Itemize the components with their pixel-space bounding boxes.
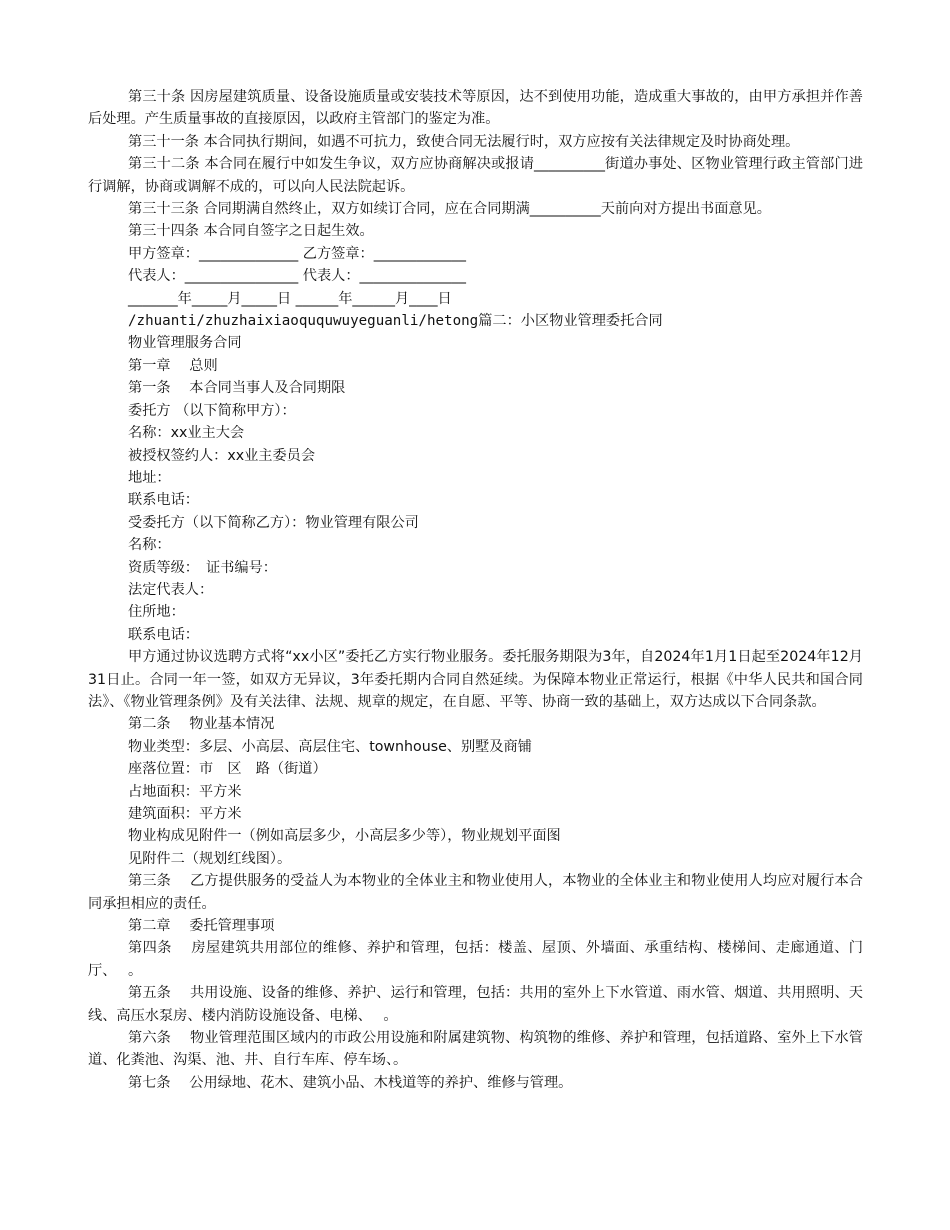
chapter-1-heading: 第一章 总则 [128, 357, 218, 374]
article-4: 第四条 房屋建筑共用部位的维修、养护和管理，包括：楼盖、屋顶、外墙面、承重结构、楼梯间、走廊通道、门厅、 。 [88, 940, 863, 979]
article-7: 第七条 公用绿地、花木、建筑小品、木栈道等的养护、维修与管理。 [128, 1074, 573, 1091]
client-label: 委托方 （以下简称甲方）： [128, 402, 296, 419]
contract-title: 物业管理服务合同 [128, 335, 242, 352]
section-title: 篇二：小区物业管理委托合同 [478, 313, 663, 330]
signature-line: 甲方签章：______________ 乙方签章：_____________ [128, 245, 466, 262]
agent-name: 名称： [128, 537, 171, 554]
agent-label: 受委托方（以下简称乙方）：物业管理有限公司 [128, 514, 419, 531]
client-name: 名称：xx业主大会 [128, 425, 245, 442]
document-page [88, 86, 863, 1094]
chapter-2-heading: 第二章 委托管理事项 [128, 918, 275, 935]
intro-paragraph: 甲方通过协议选聘方式将“xx小区”委托乙方实行物业服务。委托服务期限为3年，自2024年1月1日起至2024年12月31日止。合同一年一签，如双方无异议，3年委托期内合同自然延续。为保障本物业正常运行，根据《中华人民共和国合同法》、《物业管理条例》及有关法律、法规、规章的规定，在自愿、平等、协商一致的基础上，双方达成以下合同条款。 [88, 649, 863, 710]
property-composition: 物业构成见附件一（例如高层多少，小高层多少等），物业规划平面图 [128, 828, 561, 845]
client-signer: 被授权签约人：xx业主委员会 [128, 447, 316, 464]
annex-2: 见附件二（规划红线图）。 [128, 850, 292, 867]
agent-representative: 法定代表人： [128, 581, 214, 598]
article-30: 第三十条 因房屋建筑质量、设备设施质量或安装技术等原因，达不到使用功能，造成重大事故的，由甲方承担并作善后处理。产生质量事故的直接原因，以政府主管部门的鉴定为准。 [88, 89, 863, 128]
representative-line: 代表人：________________ 代表人：_______________ [128, 268, 466, 285]
agent-phone: 联系电话： [128, 626, 199, 643]
agent-address: 住所地： [128, 604, 185, 621]
agent-grade: 资质等级： 证书编号： [128, 559, 277, 576]
url-path: /zhuanti/zhuzhaixiaoququwuyeguanli/hetong [128, 313, 479, 330]
article-34: 第三十四条 本合同自签字之日起生效。 [128, 223, 374, 240]
property-location: 座落位置：市 区 路（街道） [128, 761, 327, 778]
land-area: 占地面积：平方米 [128, 783, 242, 800]
article-6: 第六条 物业管理范围区域内的市政公用设施和附属建筑物、构筑物的维修、养护和管理，包括道路、室外上下水管道、化粪池、沟渠、池、井、自行车库、停车场、。 [88, 1030, 863, 1069]
article-33: 第三十三条 合同期满自然终止，双方如续订合同，应在合同期满__________天前向对方提出书面意见。 [128, 201, 771, 218]
article-2-heading: 第二条 物业基本情况 [128, 716, 275, 733]
client-address: 地址： [128, 469, 171, 486]
article-31: 第三十一条 本合同执行期间，如遇不可抗力，致使合同无法履行时，双方应按有关法律规定及时协商处理。 [128, 133, 800, 150]
section-url-line [88, 310, 863, 332]
date-line: _______年_____月_____日 ______年______月____日 [128, 290, 452, 307]
article-1-heading: 第一条 本合同当事人及合同期限 [128, 380, 346, 397]
article-3: 第三条 乙方提供服务的受益人为本物业的全体业主和物业使用人，本物业的全体业主和物业使用人均应对履行本合同承担相应的责任。 [88, 873, 863, 912]
article-32: 第三十二条 本合同在履行中如发生争议，双方应协商解决或报请__________街道办事处、区物业管理行政主管部门进行调解，协商或调解不成的，可以向人民法院起诉。 [88, 156, 863, 195]
client-phone: 联系电话： [128, 492, 199, 509]
property-type: 物业类型：多层、小高层、高层住宅、townhouse、别墅及商铺 [128, 738, 532, 755]
article-5: 第五条 共用设施、设备的维修、养护、运行和管理，包括：共用的室外上下水管道、雨水管、烟道、共用照明、天线、高压水泵房、楼内消防设施设备、电梯、 。 [88, 985, 863, 1024]
building-area: 建筑面积：平方米 [128, 806, 242, 822]
